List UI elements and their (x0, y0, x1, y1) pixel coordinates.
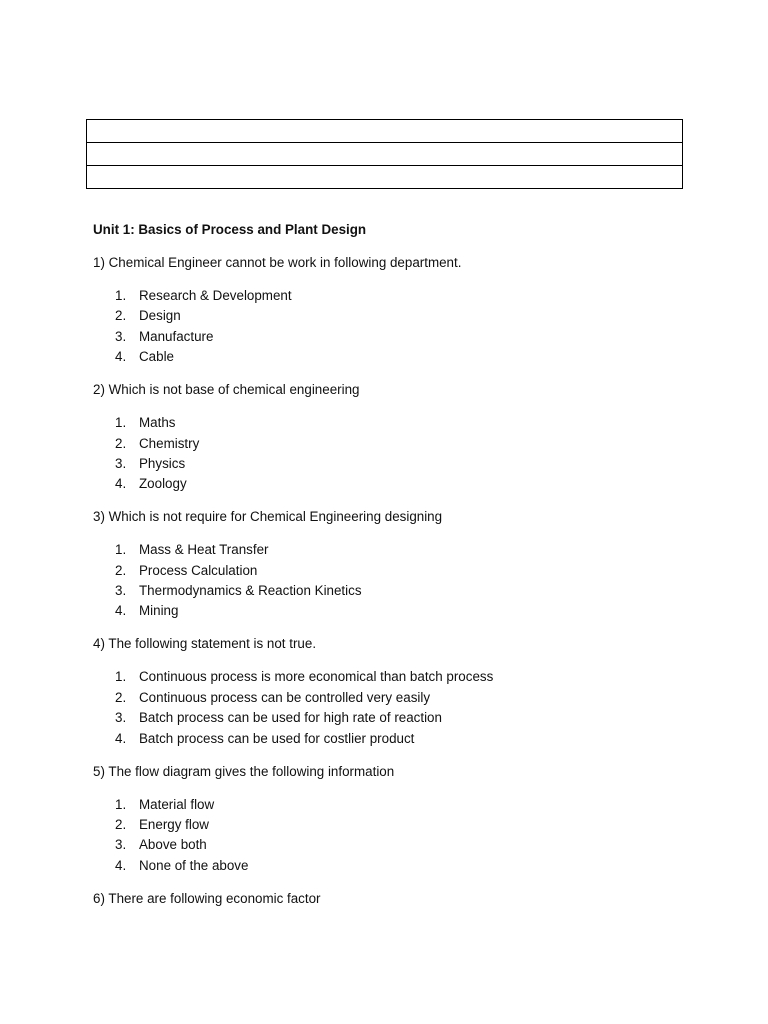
header-table (86, 119, 683, 189)
option-item (93, 667, 693, 687)
header-table-row (87, 143, 683, 166)
option-item (93, 815, 693, 835)
question-4: 4) The following statement is not true. (93, 636, 317, 652)
option-number: 3. (115, 837, 127, 853)
option-item (93, 795, 693, 815)
option-number: 4. (115, 603, 127, 619)
option-item (93, 688, 693, 708)
option-number: 1. (115, 542, 127, 558)
option-number: 4. (115, 730, 127, 746)
option-text: Energy flow (139, 816, 209, 832)
option-text: Continuous process can be controlled very easily (139, 689, 431, 705)
option-text: Mining (139, 603, 179, 619)
option-text: Chemistry (139, 435, 200, 451)
option-number: 3. (115, 710, 127, 726)
options-list-3 (93, 540, 693, 622)
option-number: 4. (115, 476, 127, 492)
option-item (93, 540, 693, 560)
unit-title: Unit 1: Basics of Process and Plant Design (93, 222, 367, 237)
option-item (93, 347, 693, 367)
option-item (93, 413, 693, 433)
option-text: Process Calculation (139, 562, 258, 578)
option-item (93, 286, 693, 306)
option-text: None of the above (139, 857, 249, 873)
options-list-4 (93, 667, 693, 749)
option-item (93, 835, 693, 855)
options-list-5 (93, 795, 693, 877)
option-text: Zoology (139, 476, 187, 492)
options-list-2 (93, 413, 693, 495)
header-table-row (87, 120, 683, 143)
option-number: 3. (115, 455, 127, 471)
option-number: 2. (115, 816, 127, 832)
option-number: 1. (115, 796, 127, 812)
option-text: Material flow (139, 796, 215, 812)
option-item (93, 327, 693, 347)
option-number: 2. (115, 435, 127, 451)
option-text: Thermodynamics & Reaction Kinetics (139, 583, 362, 599)
option-item (93, 708, 693, 728)
option-number: 1. (115, 669, 127, 685)
option-item (93, 454, 693, 474)
option-number: 3. (115, 583, 127, 599)
option-number: 1. (115, 287, 127, 303)
question-5: 5) The flow diagram gives the following information (93, 763, 395, 779)
option-item (93, 601, 693, 621)
option-item (93, 306, 693, 326)
option-item (93, 474, 693, 494)
header-table-cell (87, 143, 683, 166)
option-text: Physics (139, 455, 186, 471)
option-text: Mass & Heat Transfer (139, 542, 269, 558)
option-text: Batch process can be used for high rate of reaction (139, 710, 442, 726)
header-table-cell (87, 166, 683, 189)
option-text: Batch process can be used for costlier product (139, 730, 415, 746)
option-number: 4. (115, 857, 127, 873)
option-text: Design (139, 308, 181, 324)
question-2: 2) Which is not base of chemical engineering (93, 382, 360, 398)
option-text: Manufacture (139, 328, 214, 344)
option-number: 1. (115, 415, 127, 431)
option-number: 2. (115, 562, 127, 578)
options-list-1 (93, 286, 693, 368)
option-item (93, 561, 693, 581)
option-item (93, 729, 693, 749)
option-text: Cable (139, 349, 174, 365)
option-number: 4. (115, 349, 127, 365)
option-text: Above both (139, 837, 207, 853)
question-1: 1) Chemical Engineer cannot be work in following department. (93, 254, 462, 270)
option-number: 2. (115, 689, 127, 705)
header-table-cell (87, 120, 683, 143)
option-item (93, 434, 693, 454)
option-item (93, 856, 693, 876)
document-content (93, 220, 693, 922)
question-3: 3) Which is not require for Chemical Engineering designing (93, 509, 443, 525)
header-table-row (87, 166, 683, 189)
option-text: Continuous process is more economical than batch process (139, 669, 494, 685)
question-6: 6) There are following economic factor (93, 890, 321, 906)
option-number: 2. (115, 308, 127, 324)
option-text: Maths (139, 415, 176, 431)
option-item (93, 581, 693, 601)
option-number: 3. (115, 328, 127, 344)
option-text: Research & Development (139, 287, 292, 303)
